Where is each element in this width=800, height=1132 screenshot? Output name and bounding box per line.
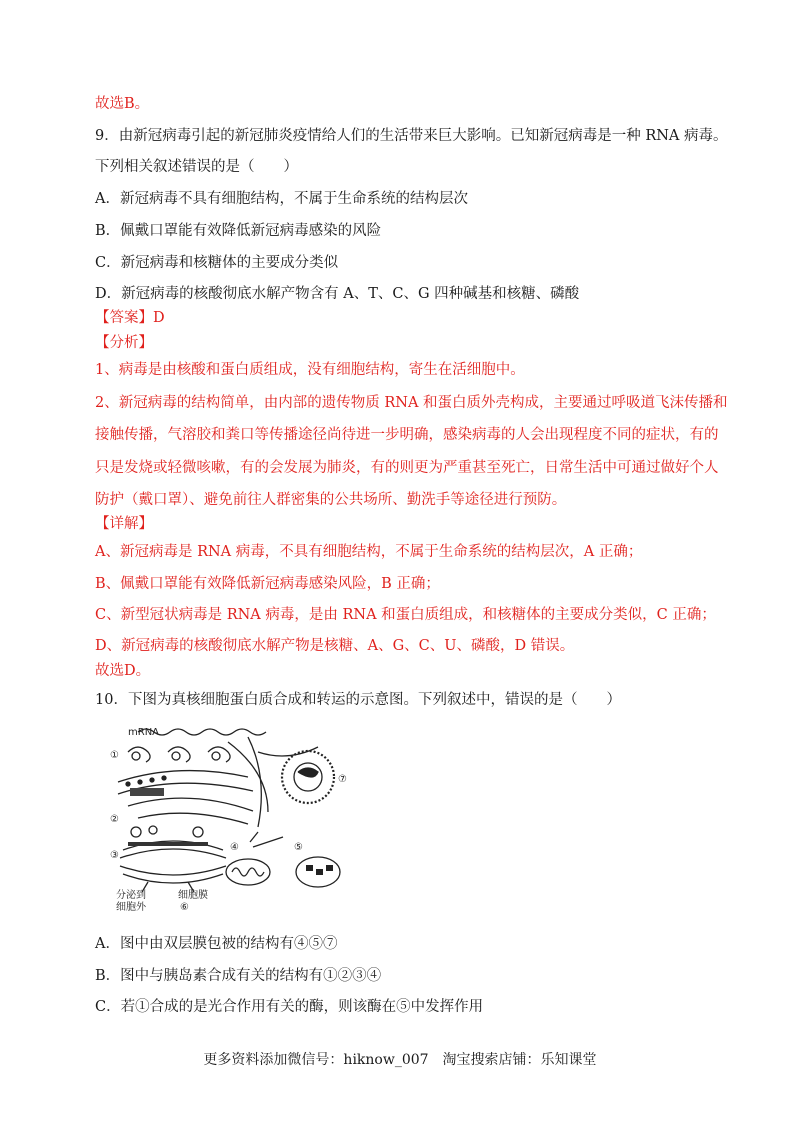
page-footer: 更多资料添加微信号：hiknow_007 淘宝搜索店铺：乐知课堂 [203, 1052, 597, 1068]
mark-3: ③ [110, 850, 119, 861]
secrete-label-2: 细胞外 [116, 902, 146, 913]
q9-stem-line-2: 下列相关叙述错误的是（ ） [95, 159, 298, 175]
mark-4: ④ [230, 842, 239, 853]
mark-7: ⑦ [338, 774, 347, 785]
q10-option-b: B．图中与胰岛素合成有关的结构有①②③④ [95, 968, 382, 984]
q9-detail-b: B、佩戴口罩能有效降低新冠病毒感染风险，B 正确； [95, 576, 440, 592]
answer-label: 【答案】 [95, 310, 153, 326]
q9-conclusion: 故选D。 [95, 663, 151, 679]
mrna-label: mRNA [128, 727, 160, 738]
mark-5: ⑤ [294, 842, 303, 853]
q10-option-c: C．若①合成的是光合作用有关的酶，则该酶在⑤中发挥作用 [95, 999, 484, 1015]
answer-value: D [153, 310, 165, 326]
q9-detail-c: C、新型冠状病毒是 RNA 病毒，是由 RNA 和蛋白质组成，和核糖体的主要成分类似，C 正确； [95, 607, 716, 623]
q9-option-d: D．新冠病毒的核酸彻底水解产物含有 A、T、C、G 四种碱基和核糖、磷酸 [95, 286, 580, 302]
protein-transport-diagram [108, 722, 358, 914]
secrete-label-1: 分泌到 [116, 890, 146, 901]
q9-answer [95, 308, 165, 328]
q9-option-c: C．新冠病毒和核糖体的主要成分类似 [95, 255, 339, 271]
q9-analysis-line-4: 只是发烧或轻微咳嗽，有的会发展为肺炎，有的则更为严重甚至死亡，日常生活中可通过做好个人 [95, 460, 719, 476]
q9-analysis-line-3: 接触传播，气溶胶和粪口等传播途径尚待进一步明确，感染病毒的人会出现程度不同的症状，有的 [95, 427, 719, 443]
q9-analysis-label: 【分析】 [95, 335, 153, 351]
mark-6: ⑥ [180, 902, 189, 913]
membrane-label: 细胞膜 [178, 890, 208, 901]
q9-detail-label: 【详解】 [95, 516, 153, 532]
mark-2: ② [110, 814, 119, 825]
q9-detail-d: D、新冠病毒的核酸彻底水解产物是核糖、A、G、C、U、磷酸，D 错误。 [95, 638, 575, 654]
q9-analysis-line-1: 1、病毒是由核酸和蛋白质组成，没有细胞结构，寄生在活细胞中。 [95, 362, 525, 378]
q9-stem-line-1: 9．由新冠病毒引起的新冠肺炎疫情给人们的生活带来巨大影响。已知新冠病毒是一种 RNA 病毒。 [95, 128, 728, 144]
q9-analysis-line-5: 防护（戴口罩）、避免前往人群密集的公共场所、勤洗手等途径进行预防。 [95, 492, 567, 508]
prev-answer-end: 故选B。 [95, 96, 150, 112]
q9-analysis-line-2: 2、新冠病毒的结构简单，由内部的遗传物质 RNA 和蛋白质外壳构成，主要通过呼吸道飞沫传播和 [95, 395, 728, 411]
q9-option-b: B．佩戴口罩能有效降低新冠病毒感染的风险 [95, 223, 382, 239]
q10-option-a: A．图中由双层膜包被的结构有④⑤⑦ [95, 936, 338, 952]
mark-1: ① [110, 750, 119, 761]
q10-stem: 10．下图为真核细胞蛋白质合成和转运的示意图。下列叙述中，错误的是（ ） [95, 692, 621, 708]
q9-option-a: A．新冠病毒不具有细胞结构，不属于生命系统的结构层次 [95, 191, 468, 207]
q9-detail-a: A、新冠病毒是 RNA 病毒，不具有细胞结构，不属于生命系统的结构层次，A 正确； [95, 544, 643, 560]
